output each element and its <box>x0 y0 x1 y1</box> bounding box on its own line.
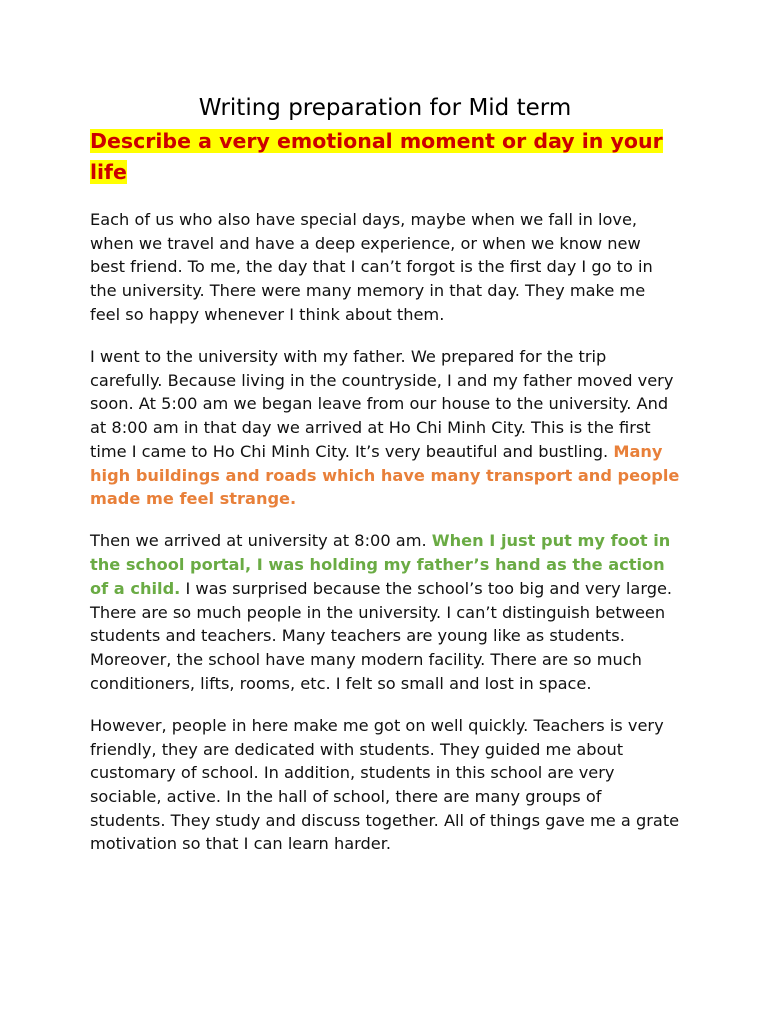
paragraph-text: I went to the university with my father. We prepared for the trip carefully. Because living in the countryside, I and my father moved very soon. At 5:00 am we began leave from our house to the university. And at 8:00 am in that day we arrived at Ho Chi Minh City. This is the first time I came to Ho Chi Minh City. It’s very beautiful and bustling. <box>90 347 674 461</box>
document-title: Writing preparation for Mid term <box>198 95 572 121</box>
paragraph-text: I was surprised because the school’s too big and very large. There are so much people in the university. I can’t distinguish between students and teachers. Many teachers are young like as students. Moreover, the school have many modern facility. There are so much conditioners, lifts, rooms, etc. I felt so small and lost in space. <box>90 578 673 693</box>
paragraph-3 <box>90 529 680 695</box>
orange-highlighted-text: Many high buildings and roads which have many transport and people made me feel strange. <box>90 441 680 509</box>
document-page <box>90 92 680 875</box>
paragraph-4 <box>90 714 680 856</box>
subtitle-highlight: Describe a very emotional moment or day in your life <box>90 129 663 184</box>
document-subtitle <box>90 126 680 188</box>
green-highlighted-text: When I just put my foot in the school portal, I was holding my father’s hand as the action of a child. <box>90 531 671 598</box>
paragraph-text: Then we arrived at university at 8:00 am. <box>90 531 432 551</box>
paragraph-text: Each of us who also have special days, maybe when we fall in love, when we travel and have a deep experience, or when we know new best friend. To me, the day that I can’t forgot is the first day I go to in the university. There were many memory in that day. They make me feel so happy whenever I think about them. <box>90 210 653 324</box>
paragraph-text: However, people in here make me got on well quickly. Teachers is very friendly, they are dedicated with students. They guided me about customary of school. In addition, students in this school are very sociable, active. In the hall of school, there are many groups of students. They study and discuss together. All of things gave me a grate motivation so that I can learn harder. <box>90 715 680 854</box>
paragraph-1 <box>90 208 680 327</box>
paragraph-2 <box>90 345 680 511</box>
